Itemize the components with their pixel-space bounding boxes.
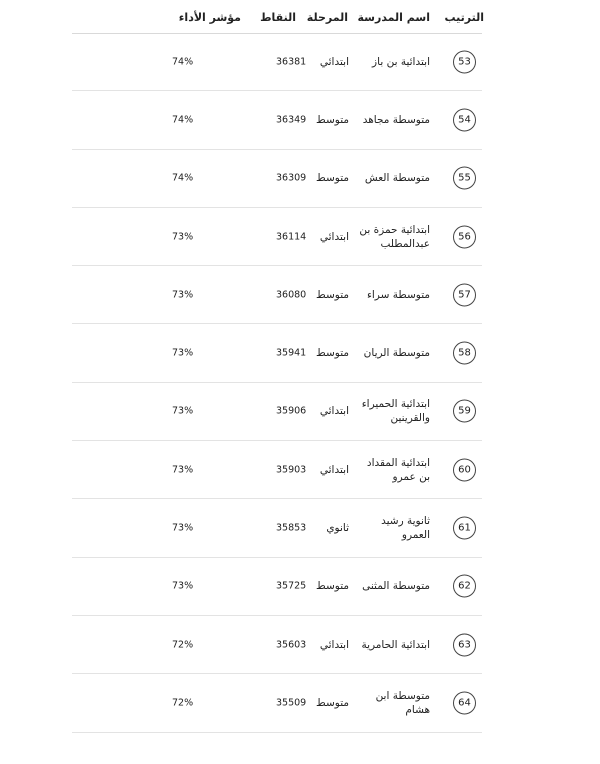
performance: 73% — [172, 580, 194, 592]
table-row — [72, 674, 482, 732]
school-name: متوسطة الريان — [363, 347, 430, 360]
points: 35725 — [276, 580, 307, 592]
table-row — [72, 383, 482, 441]
school-name: متوسطة العش — [364, 172, 430, 185]
stage: ابتدائي — [319, 463, 349, 476]
stage: ابتدائي — [319, 405, 349, 418]
table-header — [72, 0, 482, 34]
stage: متوسط — [316, 696, 349, 709]
points: 35853 — [276, 522, 307, 534]
header-school-name: اسم المدرسة — [357, 11, 430, 24]
performance: 73% — [172, 405, 194, 417]
rank-badge: 54 — [453, 108, 476, 131]
table-row — [72, 324, 482, 382]
stage: متوسط — [316, 288, 349, 301]
stage: متوسط — [316, 113, 349, 126]
table-row — [72, 499, 482, 557]
stage: متوسط — [316, 172, 349, 185]
school-name: متوسطة مجاهد — [362, 113, 430, 126]
rank-badge: 53 — [453, 50, 476, 73]
stage: متوسط — [316, 580, 349, 593]
header-rank: الترتيب — [444, 11, 484, 24]
points: 36309 — [276, 172, 307, 184]
school-name: متوسطة سراء — [366, 288, 430, 301]
header-stage: المرحلة — [306, 11, 348, 24]
performance: 74% — [172, 56, 194, 68]
rank-badge: 55 — [453, 167, 476, 190]
header-points: النقاط — [260, 11, 296, 24]
points: 35941 — [276, 347, 307, 359]
rank-badge: 56 — [453, 225, 476, 248]
rank-badge: 62 — [453, 575, 476, 598]
school-name: ابتدائية بن باز — [372, 55, 430, 68]
table-row — [72, 441, 482, 499]
header-performance: مؤشر الأداء — [178, 11, 241, 24]
table-row — [72, 208, 482, 266]
performance: 73% — [172, 522, 194, 534]
points: 36381 — [276, 56, 307, 68]
rank-badge: 61 — [453, 517, 476, 540]
performance: 74% — [172, 114, 194, 126]
table-row — [72, 266, 482, 324]
school-name: ابتدائية المقداد بن عمرو — [366, 456, 430, 483]
performance: 72% — [172, 639, 194, 651]
school-name: ابتدائية الحميراء والقرينين — [361, 398, 430, 425]
performance: 73% — [172, 289, 194, 301]
school-name: ثانوية رشيد العمرو — [381, 515, 430, 542]
table-row — [72, 558, 482, 616]
performance: 73% — [172, 464, 194, 476]
stage: ابتدائي — [319, 638, 349, 651]
table-row — [72, 33, 482, 91]
stage: متوسط — [316, 347, 349, 360]
school-name: متوسطة ابن هشام — [375, 689, 430, 716]
points: 36080 — [276, 289, 307, 301]
rank-badge: 57 — [453, 283, 476, 306]
rank-badge: 58 — [453, 342, 476, 365]
stage: ثانوي — [326, 522, 349, 535]
school-name: متوسطة المثنى — [362, 580, 430, 593]
rank-badge: 60 — [453, 458, 476, 481]
points: 36349 — [276, 114, 307, 126]
school-name: ابتدائية حمزة بن عبدالمطلب — [359, 223, 430, 250]
stage: ابتدائي — [319, 230, 349, 243]
school-name: ابتدائية الحامرية — [361, 638, 430, 651]
rank-badge: 59 — [453, 400, 476, 423]
table-row — [72, 616, 482, 674]
ranking-table — [72, 0, 482, 764]
points: 36114 — [276, 231, 307, 243]
rank-badge: 63 — [453, 633, 476, 656]
performance: 73% — [172, 347, 194, 359]
performance: 74% — [172, 172, 194, 184]
performance: 72% — [172, 697, 194, 709]
points: 35906 — [276, 405, 307, 417]
table-row — [72, 91, 482, 149]
table-row — [72, 150, 482, 208]
points: 35903 — [276, 464, 307, 476]
stage: ابتدائي — [319, 55, 349, 68]
performance: 73% — [172, 231, 194, 243]
points: 35509 — [276, 697, 307, 709]
rank-badge: 64 — [453, 691, 476, 714]
points: 35603 — [276, 639, 307, 651]
table-body — [72, 33, 482, 733]
